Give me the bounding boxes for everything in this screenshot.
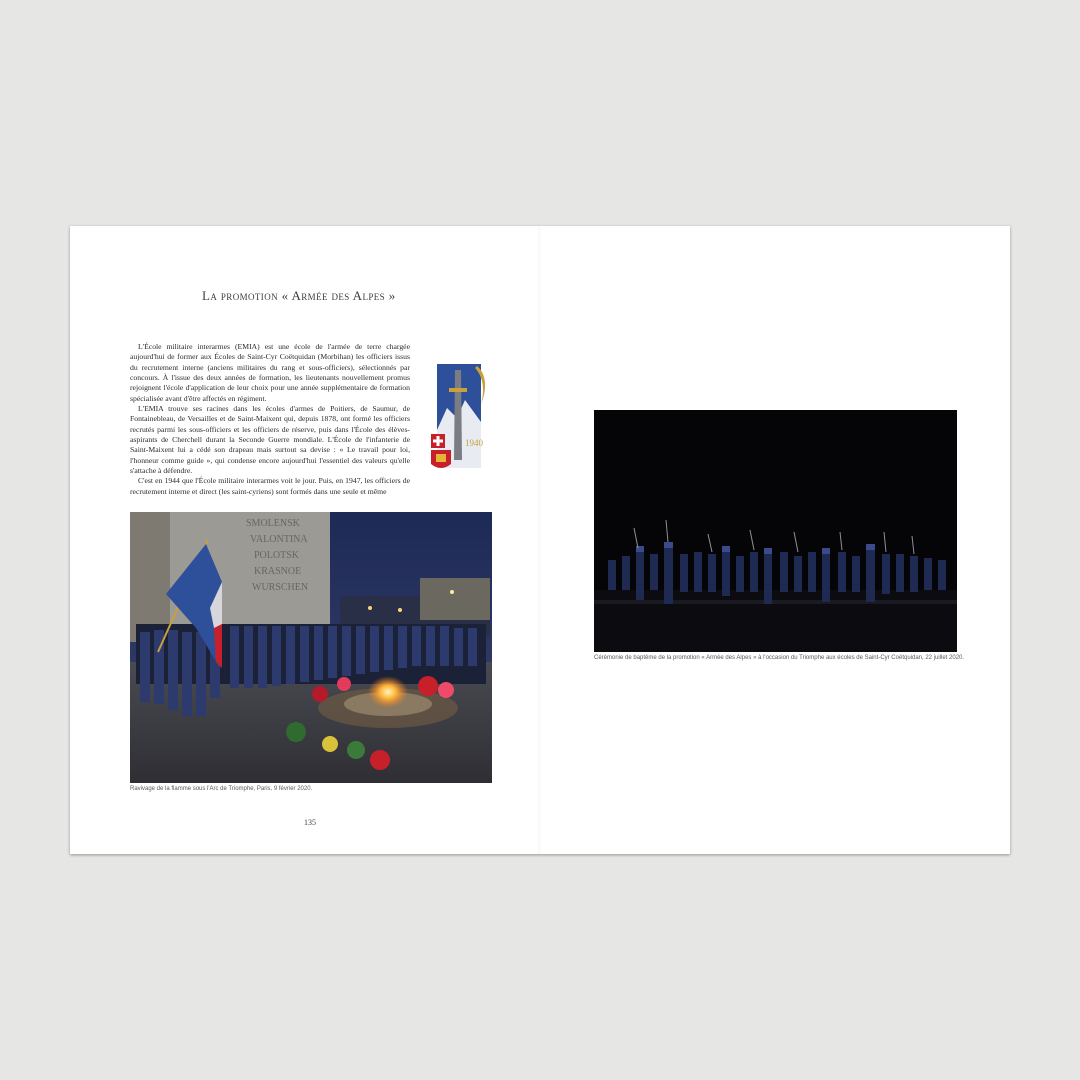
photo-ceremony-illustration [594,410,957,652]
paragraph: L'EMIA trouve ses racines dans les écoles d'armes de Poitiers, de Saumur, de Fontainebleau, de Versailles et de Saint-Maixent qui, depuis 1878, ont formé les officiers recrutés parmi les sous-officiers et les officiers de réserve, puis dans l'École des élèves-aspirants de Cherchell durant la Seconde Guerre mondiale. L'École de l'infanterie de Saint-Maixent lui a cédé son drapeau mais surtout sa devise : « Le travail pour loi, l'honneur comme guide », qui condense encore aujourd'hui l'essentiel des valeurs qu'elle s'attache à défendre. [130,404,410,476]
photo-arc-de-triomphe [130,512,492,783]
arc-inscription-line: POLOTSK [254,550,300,561]
paragraph: L'École militaire interarmes (EMIA) est une école de l'armée de terre chargée aujourd'hui de former aux Écoles de Saint-Cyr Coëtquidan (Morbihan) les officiers issus du recrutement interne (anciens militaires du rang et sous-officiers), sélectionnés par concours. À l'issue des deux années de formation, les lieutenants nouvellement promus rejoignent l'école d'application de leur choix pour une année supplémentaire de formation spécialisée avant d'être affectés en régiment. [130,342,410,403]
insignia-sword [454,370,462,460]
insignia-year: 1940 [465,438,483,448]
promotion-insignia [429,360,489,478]
insignia-dauphine-arms [431,450,451,468]
eternal-flame [368,676,408,708]
arc-inscription-line: VALONTINA [250,534,308,545]
photo-arc-illustration [130,512,492,783]
insignia-savoy-arms [431,434,445,448]
paragraph: C'est en 1944 que l'École militaire interarmes voit le jour. Puis, en 1947, les officiers de recrutement interne et direct (les saint-cyriens) sont formés dans une seule et même [130,476,410,496]
section-heading: La promotion « Armée des Alpes » [202,288,396,303]
book-spread [70,226,1010,854]
photo-triomphe-ceremony [594,410,957,652]
arc-inscription-line: WURSCHEN [252,582,309,593]
insignia-crossguard [449,388,467,392]
arc-inscription-line: SMOLENSK [246,518,300,529]
body-text [130,342,410,497]
page-number: 135 [304,818,316,827]
photo-caption: Ravivage de la flamme sous l'Arc de Triomphe, Paris, 9 février 2020. [130,786,313,792]
photo-caption: Cérémonie de baptême de la promotion « Armée des Alpes » à l'occasion du Triomphe aux écoles de Saint-Cyr Coëtquidan, 22 juillet 2020. [594,655,965,661]
arc-inscription-line: KRASNOE [254,566,302,577]
book-gutter [538,226,542,854]
